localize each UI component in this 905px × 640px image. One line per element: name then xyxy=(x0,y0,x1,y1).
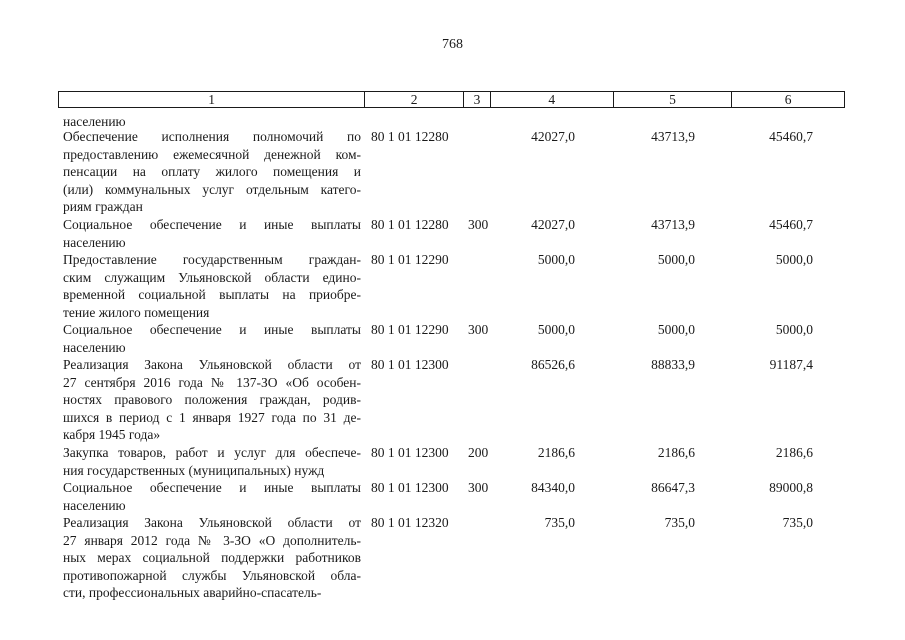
value-col-4: 5000,0 xyxy=(537,252,575,267)
header-col-3: 3 xyxy=(464,92,491,107)
description-line: ных мерах социальной поддержки работников xyxy=(63,550,361,566)
row-description xyxy=(63,216,361,251)
value-col-4: 735,0 xyxy=(544,515,575,530)
description-line: противопожарной службы Ульяновской обла- xyxy=(63,567,361,583)
description-line: пенсации на оплату жилого помещения и xyxy=(63,164,361,180)
value-col-6: 91187,4 xyxy=(769,357,813,372)
budget-classification-code: 80 1 01 12300 xyxy=(371,445,449,460)
description-line: ностях правового положения граждан, родив- xyxy=(63,392,361,408)
row-description xyxy=(63,444,361,479)
budget-classification-code: 80 1 01 12280 xyxy=(371,217,449,232)
description-line: населению xyxy=(63,339,126,355)
value-col-5: 43713,9 xyxy=(651,217,695,232)
value-col-4: 42027,0 xyxy=(531,217,575,232)
description-line: населению xyxy=(63,497,126,513)
description-line: Закупка товаров, работ и услуг для обеспече- xyxy=(63,445,361,460)
value-col-6: 5000,0 xyxy=(775,322,813,337)
row-description xyxy=(63,514,361,602)
description-line: Социальное обеспечение и иные выплаты xyxy=(63,217,361,232)
row-description xyxy=(63,356,361,444)
description-line: Социальное обеспечение и иные выплаты xyxy=(63,480,361,495)
value-col-6: 735,0 xyxy=(782,515,813,530)
description-line: сти, профессиональных аварийно-спасатель- xyxy=(63,585,322,601)
description-line: 27 января 2012 года № 3-ЗО «О дополнитель- xyxy=(63,532,361,548)
description-line: предоставлению ежемесячной денежной ком- xyxy=(63,146,361,162)
description-line: 27 сентября 2016 года № 137-ЗО «Об особен- xyxy=(63,374,361,390)
table-header xyxy=(58,91,845,108)
value-col-4: 2186,6 xyxy=(537,445,575,460)
description-line: населению xyxy=(63,114,126,129)
value-col-4: 5000,0 xyxy=(537,322,575,337)
description-line: (или) коммунальных услуг отдельным катего- xyxy=(63,181,361,197)
budget-classification-code: 80 1 01 12290 xyxy=(371,252,449,267)
value-col-5: 735,0 xyxy=(664,515,695,530)
header-col-5: 5 xyxy=(614,92,733,107)
value-col-4: 42027,0 xyxy=(531,129,575,144)
budget-classification-code: 80 1 01 12300 xyxy=(371,357,449,372)
value-col-4: 84340,0 xyxy=(531,480,575,495)
value-col-5: 5000,0 xyxy=(657,252,695,267)
value-col-4: 86526,6 xyxy=(531,357,575,372)
description-line: шихся в период с 1 января 1927 года по 31 де- xyxy=(63,409,361,425)
description-line: Обеспечение исполнения полномочий по xyxy=(63,129,361,144)
value-col-5: 2186,6 xyxy=(657,445,695,460)
header-col-4: 4 xyxy=(491,92,614,107)
expense-type-code: 200 xyxy=(468,445,489,460)
header-col-1: 1 xyxy=(59,92,365,107)
value-col-6: 45460,7 xyxy=(769,129,813,144)
header-col-6: 6 xyxy=(784,92,792,107)
value-col-5: 5000,0 xyxy=(657,322,695,337)
value-col-6: 45460,7 xyxy=(769,217,813,232)
value-col-6: 89000,8 xyxy=(769,480,813,495)
description-line: Реализация Закона Ульяновской области от xyxy=(63,357,361,372)
description-line: Реализация Закона Ульяновской области от xyxy=(63,515,361,530)
budget-classification-code: 80 1 01 12300 xyxy=(371,480,449,495)
budget-classification-code: 80 1 01 12290 xyxy=(371,322,449,337)
budget-classification-code: 80 1 01 12280 xyxy=(371,129,449,144)
description-line: кабря 1945 года» xyxy=(63,427,161,443)
description-line: населению xyxy=(63,234,126,250)
expense-type-code: 300 xyxy=(468,217,489,232)
row-description xyxy=(63,479,361,514)
description-line: ским служащим Ульяновской области едино- xyxy=(63,269,361,285)
value-col-5: 43713,9 xyxy=(651,129,695,144)
value-col-5: 88833,9 xyxy=(651,357,695,372)
header-col-2: 2 xyxy=(365,92,464,107)
description-line: тение жилого помещения xyxy=(63,304,210,320)
description-line: Социальное обеспечение и иные выплаты xyxy=(63,322,361,337)
description-line: временной социальной выплаты на приобре- xyxy=(63,287,361,303)
value-col-6: 5000,0 xyxy=(775,252,813,267)
expense-type-code: 300 xyxy=(468,322,489,337)
description-line: ния государственных (муниципальных) нужд xyxy=(63,462,325,478)
description-line: риям граждан xyxy=(63,199,143,215)
expense-type-code: 300 xyxy=(468,480,489,495)
row-description xyxy=(63,128,361,216)
row-description xyxy=(63,251,361,321)
description-line: Предоставление государственным граждан- xyxy=(63,252,361,267)
page-number: 768 xyxy=(442,37,463,52)
value-col-6: 2186,6 xyxy=(775,445,813,460)
value-col-5: 86647,3 xyxy=(651,480,695,495)
budget-classification-code: 80 1 01 12320 xyxy=(371,515,449,530)
row-description xyxy=(63,321,361,356)
